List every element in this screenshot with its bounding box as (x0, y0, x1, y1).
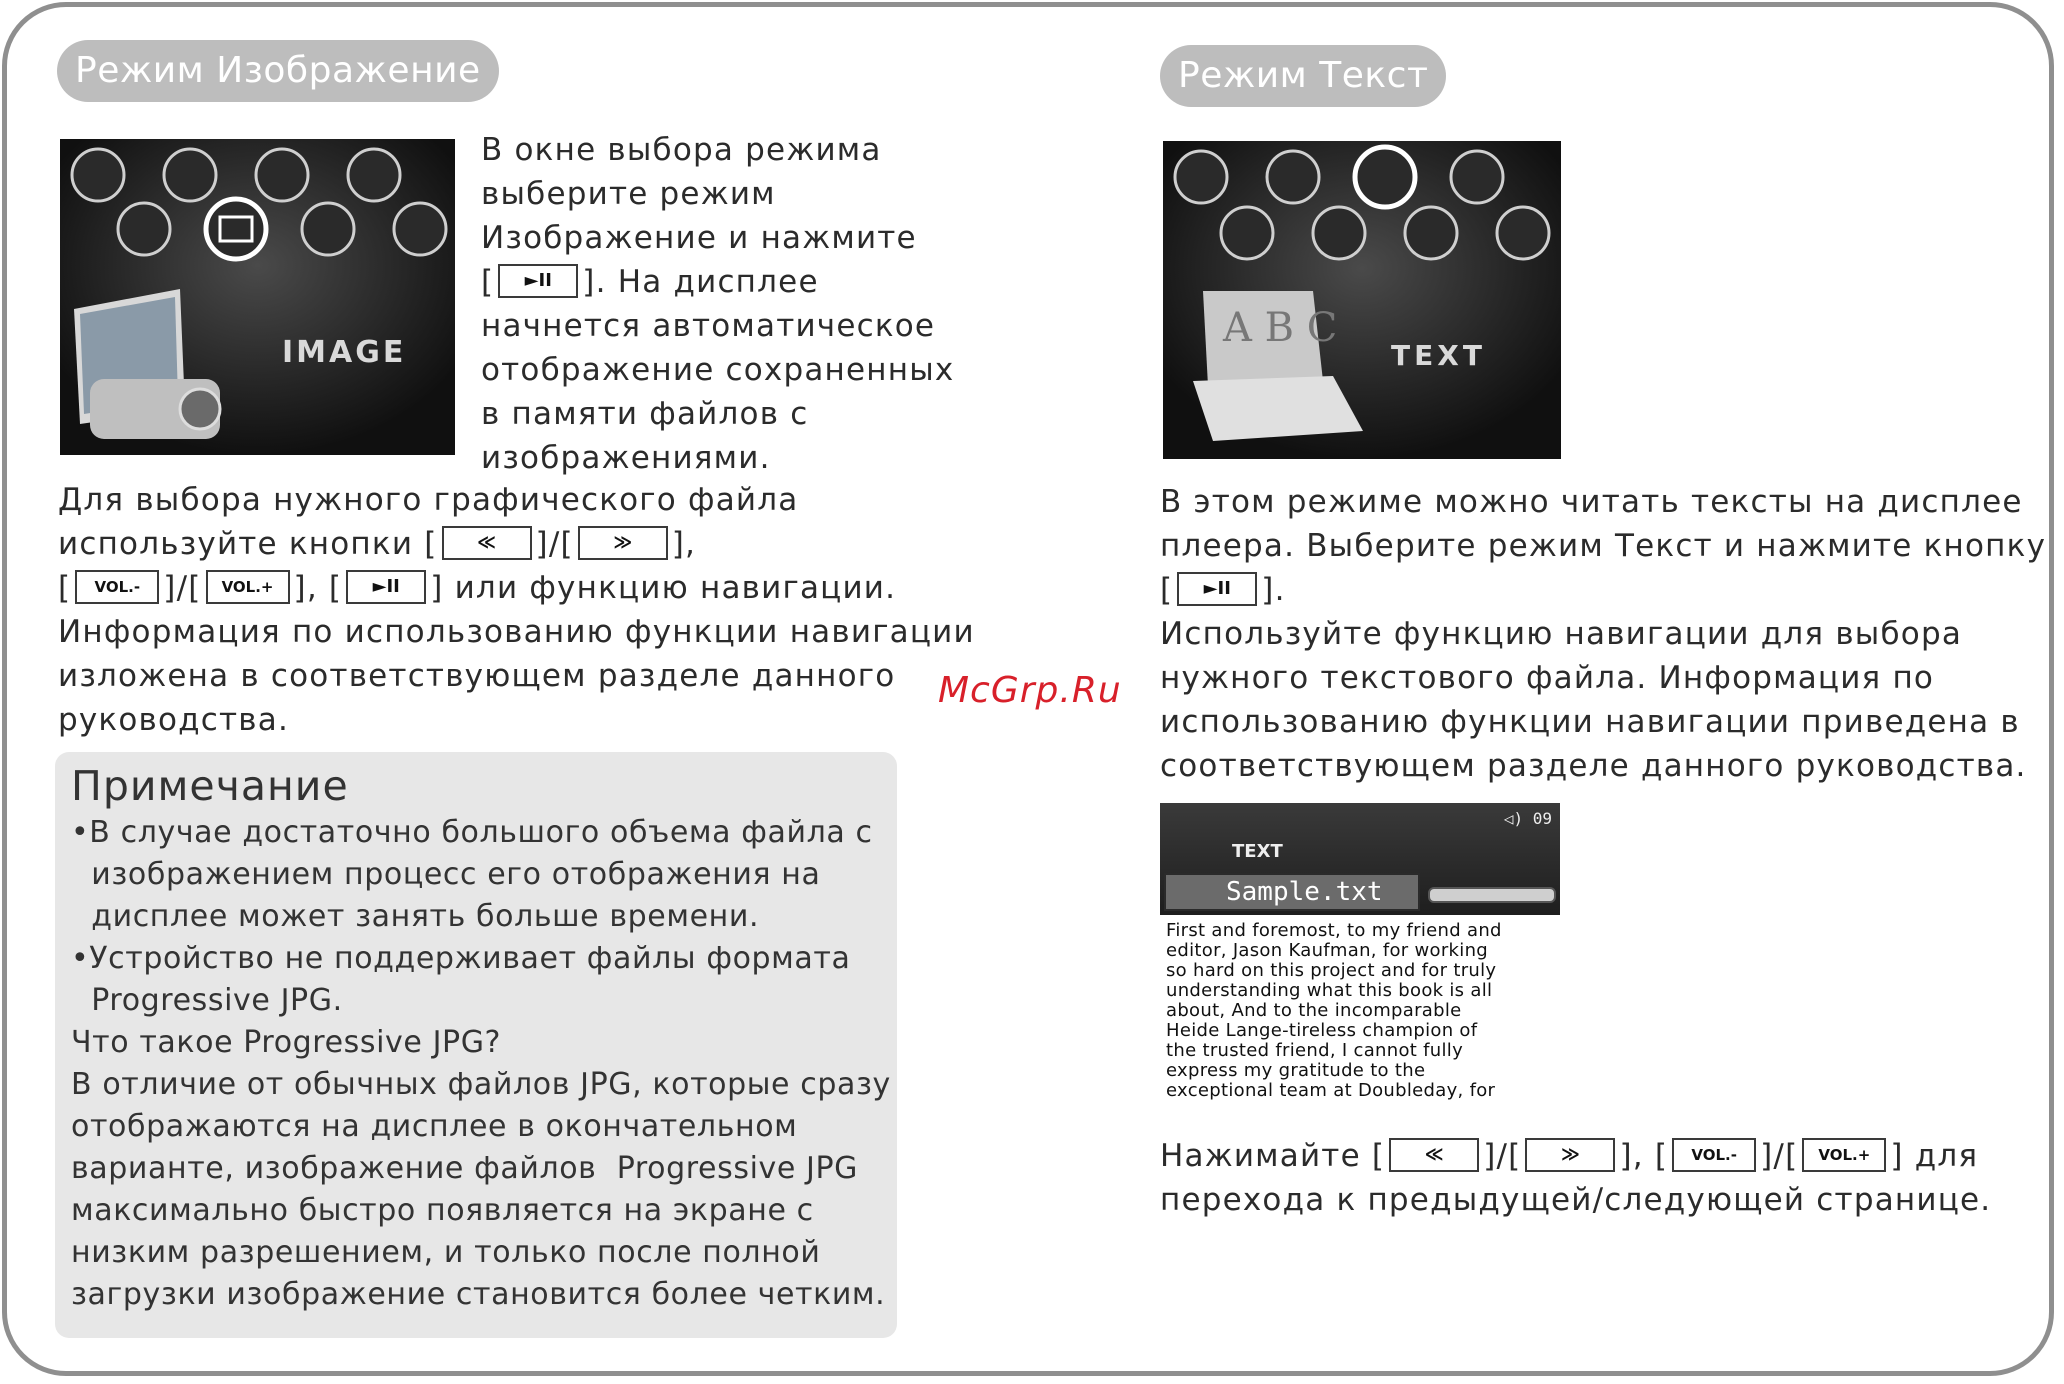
note-line: варианте, изображение файлов Progressive JPG (71, 1151, 859, 1186)
text-line: изложена в соответствующем разделе данного (58, 658, 896, 694)
text-line: отображение сохраненных (481, 352, 955, 388)
viewer-filename: Sample.txt (1164, 873, 1420, 911)
text-mode-footer (1160, 1134, 1991, 1222)
text-line: в памяти файлов с (481, 396, 809, 432)
text-fragment: ] или функцию навигации. (430, 570, 897, 606)
section-title-text-mode: Режим Текст (1160, 45, 1446, 107)
text-line: Нажимайте [ ≪ ]/[ ≫ ], [ VOL.- ]/[ VOL.+ ] для (1160, 1138, 1979, 1174)
note-line: Что такое Progressive JPG? (71, 1025, 502, 1060)
note-line: В отличие от обычных файлов JPG, которые сразу (71, 1067, 891, 1102)
note-line: отображаются на дисплее в окончательном (71, 1109, 798, 1144)
note-line: дисплее может занять больше времени. (71, 899, 760, 934)
play-pause-button-icon: ►II (346, 570, 426, 604)
text-mode-menu-graphic (1163, 141, 1561, 459)
text-fragment: ]. На дисплее (582, 264, 819, 300)
text-viewer-screenshot (1160, 803, 1560, 1103)
viewer-line: Heide Lange-tireless champion of (1166, 1020, 1478, 1041)
note-title: Примечание (71, 762, 349, 810)
viewer-line: so hard on this project and for truly (1166, 960, 1497, 981)
prev-button-icon: ≪ (442, 526, 532, 560)
text-line: Для выбора нужного графического файла (58, 482, 799, 518)
text-fragment: Нажимайте [ (1160, 1138, 1386, 1174)
viewer-line: editor, Jason Kaufman, for working (1166, 940, 1489, 961)
note-text (71, 812, 891, 1316)
text-line: плеера. Выберите режим Текст и нажмите кнопку (1160, 528, 2047, 564)
svg-text:A B C: A B C (1223, 305, 1338, 351)
text-line: В окне выбора режима (481, 132, 882, 168)
text-line: Используйте функцию навигации для выбора (1160, 616, 1963, 652)
note-line: максимально быстро появляется на экране с (71, 1193, 814, 1228)
image-intro-text (481, 128, 954, 480)
text-line: руководства. (58, 702, 290, 738)
note-line: загрузки изображение становится более четким. (71, 1277, 886, 1312)
text-line: начнется автоматическое (481, 308, 936, 344)
viewer-line: about, And to the incomparable (1166, 1000, 1462, 1021)
text-line: В этом режиме можно читать тексты на дисплее (1160, 484, 2023, 520)
vol-plus-button-icon: VOL.+ (1802, 1138, 1886, 1172)
next-button-icon: ≫ (578, 526, 668, 560)
viewer-line: express my gratitude to the (1166, 1060, 1426, 1081)
text-line: изображениями. (481, 440, 771, 476)
viewer-line: First and foremost, to my friend and (1166, 920, 1502, 941)
image-body-text (58, 478, 975, 742)
text-line: [ ►II ]. (1160, 572, 1286, 608)
vol-minus-button-icon: VOL.- (75, 570, 159, 604)
note-line: •Устройство не поддерживает файлы формата (71, 941, 851, 976)
image-mode-menu-graphic (60, 139, 455, 455)
viewer-line: understanding what this book is all (1166, 980, 1493, 1001)
text-fragment: ] для (1890, 1138, 1979, 1174)
vol-minus-button-icon: VOL.- (1672, 1138, 1756, 1172)
watermark: McGrp.Ru (938, 670, 1122, 711)
text-line: соответствующем разделе данного руководства. (1160, 748, 2027, 784)
text-line: [ ►II ]. На дисплее (481, 264, 819, 300)
text-mode-body (1160, 480, 2046, 788)
text-line: используйте кнопки [ ≪ ]/[ ≫ ], (58, 526, 697, 562)
play-pause-button-icon: ►II (498, 264, 578, 298)
note-box (55, 752, 897, 1338)
next-button-icon: ≫ (1525, 1138, 1615, 1172)
note-line: низким разрешением, и только после полной (71, 1235, 821, 1270)
image-mode-screenshot (60, 139, 455, 455)
viewer-header (1160, 803, 1560, 915)
text-line: использованию функции навигации приведена в (1160, 704, 2020, 740)
text-line: выберите режим (481, 176, 776, 212)
note-line: •В случае достаточно большого объема файла с (71, 815, 873, 850)
prev-button-icon: ≪ (1389, 1138, 1479, 1172)
viewer-line: exceptional team at Doubleday, for (1166, 1080, 1496, 1101)
text-fragment: используйте кнопки [ (58, 526, 438, 562)
viewer-text (1166, 921, 1502, 1101)
vol-plus-button-icon: VOL.+ (206, 570, 290, 604)
note-line: Progressive JPG. (71, 983, 343, 1018)
screen-label-image: IMAGE (282, 335, 407, 370)
play-pause-button-icon: ►II (1177, 572, 1257, 606)
text-line: Информация по использованию функции навигации (58, 614, 975, 650)
note-line: изображением процесс его отображения на (71, 857, 821, 892)
viewer-line: the trusted friend, I cannot fully (1166, 1040, 1464, 1061)
viewer-mode-label: TEXT (1232, 841, 1283, 862)
text-line: [ VOL.- ]/[ VOL.+ ], [ ►II ] или функцию навигации. (58, 570, 897, 606)
screen-label-text: TEXT (1391, 339, 1486, 372)
viewer-status: ◁) 09 (1503, 809, 1552, 828)
section-title-image-mode: Режим Изображение (57, 40, 499, 102)
viewer-progress-bar (1428, 887, 1556, 903)
text-line: Изображение и нажмите (481, 220, 917, 256)
text-mode-screenshot (1163, 141, 1561, 459)
text-line: нужного текстового файла. Информация по (1160, 660, 1935, 696)
text-line: перехода к предыдущей/следующей странице. (1160, 1182, 1992, 1218)
